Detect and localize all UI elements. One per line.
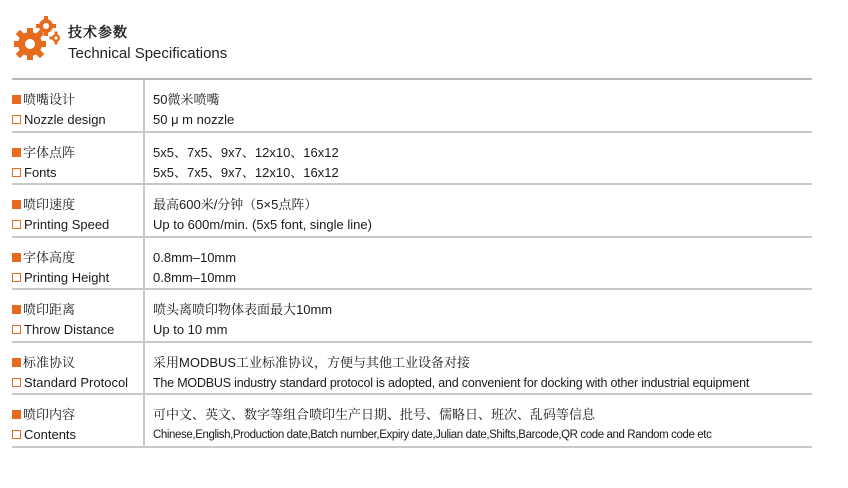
value-en: 5x5、7x5、9x7、12x10、16x12 bbox=[153, 164, 339, 180]
filled-square-icon bbox=[12, 410, 21, 419]
value-cell bbox=[145, 185, 812, 236]
value-cell bbox=[145, 290, 812, 341]
value-en: 0.8mm–10mm bbox=[153, 269, 237, 285]
label-cn: 喷印距离 bbox=[23, 302, 76, 317]
table-row bbox=[12, 238, 812, 291]
value-en: The MODBUS industry standard protocol is adopted, and convenient for docking with other industrial equipment bbox=[153, 375, 750, 390]
title-chinese: 技术参数 bbox=[68, 24, 128, 40]
value-cn: 最高600米/分钟（5×5点阵） bbox=[153, 197, 318, 212]
label-cn: 喷印内容 bbox=[23, 407, 76, 422]
table-row bbox=[12, 185, 812, 238]
empty-square-icon bbox=[12, 325, 21, 334]
label-cn: 标准协议 bbox=[23, 354, 76, 370]
value-cell bbox=[145, 395, 812, 446]
table-row bbox=[12, 133, 812, 186]
table-row bbox=[12, 343, 812, 396]
label-en: Printing Speed bbox=[24, 217, 110, 232]
label-cn: 喷嘴设计 bbox=[23, 92, 76, 107]
empty-square-icon bbox=[12, 430, 21, 439]
empty-square-icon bbox=[12, 273, 21, 282]
filled-square-icon bbox=[12, 358, 21, 367]
filled-square-icon bbox=[12, 253, 21, 262]
section-header bbox=[10, 8, 830, 68]
label-en: Standard Protocol bbox=[24, 374, 129, 390]
label-cn: 字体点阵 bbox=[23, 144, 76, 160]
table-row bbox=[12, 395, 812, 448]
value-cell bbox=[145, 343, 812, 394]
value-cn: 50微米喷嘴 bbox=[153, 92, 220, 107]
filled-square-icon bbox=[12, 95, 21, 104]
value-en: 50 μ m nozzle bbox=[153, 112, 235, 127]
value-cn: 采用MODBUS工业标准协议，方便与其他工业设备对接 bbox=[153, 354, 471, 370]
label-en: Contents bbox=[24, 427, 77, 442]
label-cell bbox=[12, 80, 145, 131]
table-row bbox=[12, 80, 812, 133]
value-en: Chinese,English,Production date,Batch number,Expiry date,Julian date,Shifts,Barcode,QR code and Random code etc bbox=[153, 429, 712, 441]
label-cell bbox=[12, 343, 145, 394]
label-cell bbox=[12, 395, 145, 446]
value-cell bbox=[145, 80, 812, 131]
gears-icon bbox=[10, 12, 62, 64]
label-cell bbox=[12, 290, 145, 341]
value-en: Up to 10 mm bbox=[153, 322, 228, 337]
value-cell bbox=[145, 133, 812, 184]
label-cell bbox=[12, 185, 145, 236]
value-en: Up to 600m/min. (5x5 font, single line) bbox=[153, 217, 372, 232]
title-english: Technical Specifications bbox=[68, 45, 228, 62]
empty-square-icon bbox=[12, 220, 21, 229]
label-cn: 字体高度 bbox=[23, 249, 76, 265]
label-en: Nozzle design bbox=[24, 112, 106, 127]
label-en: Fonts bbox=[24, 164, 57, 180]
value-cell bbox=[145, 238, 812, 289]
empty-square-icon bbox=[12, 168, 21, 177]
filled-square-icon bbox=[12, 200, 21, 209]
filled-square-icon bbox=[12, 148, 21, 157]
label-cn: 喷印速度 bbox=[23, 197, 76, 212]
empty-square-icon bbox=[12, 115, 21, 124]
spec-table bbox=[12, 78, 812, 448]
table-row bbox=[12, 290, 812, 343]
label-en: Printing Height bbox=[24, 269, 110, 285]
value-cn: 喷头离喷印物体表面最大10mm bbox=[153, 302, 333, 317]
filled-square-icon bbox=[12, 305, 21, 314]
value-cn: 5x5、7x5、9x7、12x10、16x12 bbox=[153, 144, 339, 160]
value-cn: 可中文、英文、数字等组合喷印生产日期、批号、儒略日、班次、乱码等信息 bbox=[153, 407, 596, 422]
label-en: Throw Distance bbox=[24, 322, 115, 337]
label-cell bbox=[12, 238, 145, 289]
empty-square-icon bbox=[12, 378, 21, 387]
label-cell bbox=[12, 133, 145, 184]
value-cn: 0.8mm–10mm bbox=[153, 249, 237, 265]
